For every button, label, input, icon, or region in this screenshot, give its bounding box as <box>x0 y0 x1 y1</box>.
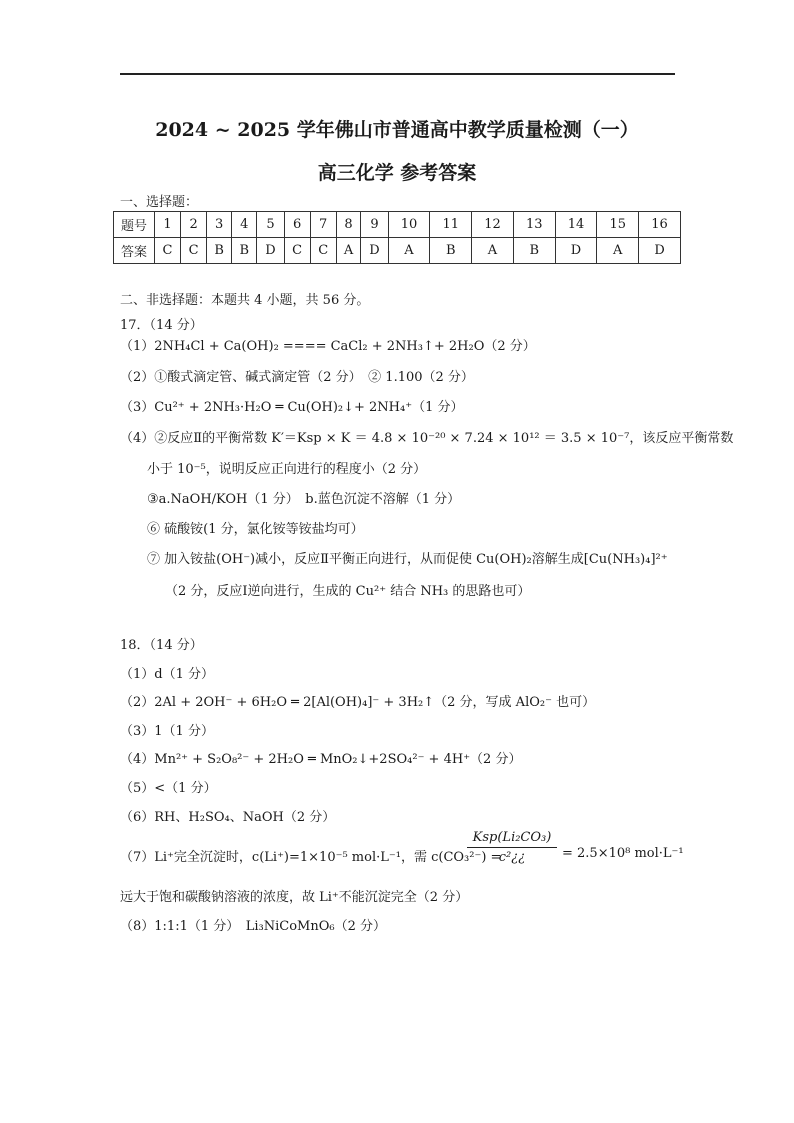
q18-line: （3）1（1 分） <box>120 724 214 739</box>
table-cell: C <box>284 238 310 264</box>
q17-line: ⑥ 硫酸铵(1 分，氯化铵等铵盐均可） <box>147 522 364 537</box>
table-cell: B <box>430 238 472 264</box>
table-cell: 14 <box>555 212 597 238</box>
q18-line: （5）<（1 分） <box>120 781 217 796</box>
table-cell: 8 <box>336 212 361 238</box>
table-cell: B <box>513 238 555 264</box>
table-cell: 11 <box>430 212 472 238</box>
q18-header: 18．（14 分） <box>120 638 203 653</box>
table-cell: 3 <box>207 212 232 238</box>
table-cell: 2 <box>181 212 207 238</box>
table-cell: 4 <box>232 212 257 238</box>
table-cell: C <box>155 238 181 264</box>
q17-line: （3）Cu²⁺ + 2NH₃·H₂O ═ Cu(OH)₂↓+ 2NH₄⁺（1 分） <box>120 400 464 415</box>
table-cell: C <box>181 238 207 264</box>
q17-line: ③a.NaOH/KOH（1 分） b.蓝色沉淀不溶解（1 分） <box>147 492 461 507</box>
table-cell: D <box>555 238 597 264</box>
table-cell: 6 <box>284 212 310 238</box>
table-row-label: 题号 <box>114 212 155 238</box>
q17-line: ⑦ 加入铵盐(OH⁻)减小，反应Ⅱ平衡正向进行，从而促使 Cu(OH)₂溶解生成[Cu(NH₃)₄]²⁺ <box>147 552 668 567</box>
table-cell: 9 <box>361 212 388 238</box>
table-cell: 12 <box>472 212 514 238</box>
table-cell: 1 <box>155 212 181 238</box>
table-cell: 7 <box>310 212 336 238</box>
section1-heading: 一、选择题： <box>120 195 199 210</box>
q18-line: （7）Li⁺完全沉淀时，c(Li⁺)=1×10⁻⁵ mol·L⁻¹，需 c(CO₃²⁻) = <box>120 850 502 865</box>
fraction-denominator: c²¿¿ <box>498 850 526 865</box>
table-cell: 10 <box>388 212 430 238</box>
q18-line: （2）2Al + 2OH⁻ + 6H₂O ═ 2[Al(OH)₄]⁻ + 3H₂↑（2 分，写成 AlO₂⁻ 也可） <box>120 695 596 710</box>
ksp-fraction <box>467 830 557 865</box>
table-cell: 16 <box>639 212 681 238</box>
q18-line: （6）RH、H₂SO₄、NaOH（2 分） <box>120 810 336 825</box>
table-cell: B <box>232 238 257 264</box>
q17-line: （2）①酸式滴定管、碱式滴定管（2 分） ② 1.100（2 分） <box>120 370 474 385</box>
page-title: 2024 ~ 2025 学年佛山市普通高中教学质量检测（一） <box>155 119 639 141</box>
q18-line: （4）Mn²⁺ + S₂O₈²⁻ + 2H₂O ═ MnO₂↓+2SO₄²⁻ + 4H⁺（2 分） <box>120 752 522 767</box>
q17-line: 小于 10⁻⁵，说明反应正向进行的程度小（2 分） <box>147 462 427 477</box>
table-cell: A <box>472 238 514 264</box>
q18-line: （8）1:1:1（1 分） Li₃NiCoMnO₆（2 分） <box>120 919 387 934</box>
top-rule <box>120 73 675 75</box>
page-subtitle: 高三化学 参考答案 <box>317 162 477 184</box>
q17-line: （4）②反应Ⅱ的平衡常数 K′＝Ksp × K ＝ 4.8 × 10⁻²⁰ × 7.24 × 10¹² ＝ 3.5 × 10⁻⁷，该反应平衡常数 <box>120 431 734 446</box>
table-cell: C <box>310 238 336 264</box>
table-cell: A <box>597 238 639 264</box>
table-cell: D <box>361 238 388 264</box>
section2-heading: 二、非选择题：本题共 4 小题，共 56 分。 <box>120 293 370 308</box>
table-cell: D <box>257 238 284 264</box>
table-cell: D <box>639 238 681 264</box>
answer-table <box>113 211 681 264</box>
fraction-result: = 2.5×10⁸ mol·L⁻¹ <box>562 846 684 861</box>
table-cell: 15 <box>597 212 639 238</box>
table-row-answers <box>114 238 681 264</box>
table-row-numbers <box>114 212 681 238</box>
table-cell: 5 <box>257 212 284 238</box>
table-cell: 13 <box>513 212 555 238</box>
table-cell: B <box>207 238 232 264</box>
q18-line: （1）d（1 分） <box>120 667 214 682</box>
table-row-label: 答案 <box>114 238 155 264</box>
table-cell: A <box>336 238 361 264</box>
fraction-numerator: Ksp(Li₂CO₃) <box>467 830 557 848</box>
q18-conclusion: 远大于饱和碳酸钠溶液的浓度，故 Li⁺不能沉淀完全（2 分） <box>120 890 469 905</box>
table-cell: A <box>388 238 430 264</box>
q17-line: （1）2NH₄Cl + Ca(OH)₂ ==== CaCl₂ + 2NH₃↑+ 2H₂O（2 分） <box>120 339 536 354</box>
q17-header: 17．（14 分） <box>120 318 203 333</box>
q17-line: （2 分，反应Ⅰ逆向进行，生成的 Cu²⁺ 结合 NH₃ 的思路也可） <box>165 584 531 599</box>
